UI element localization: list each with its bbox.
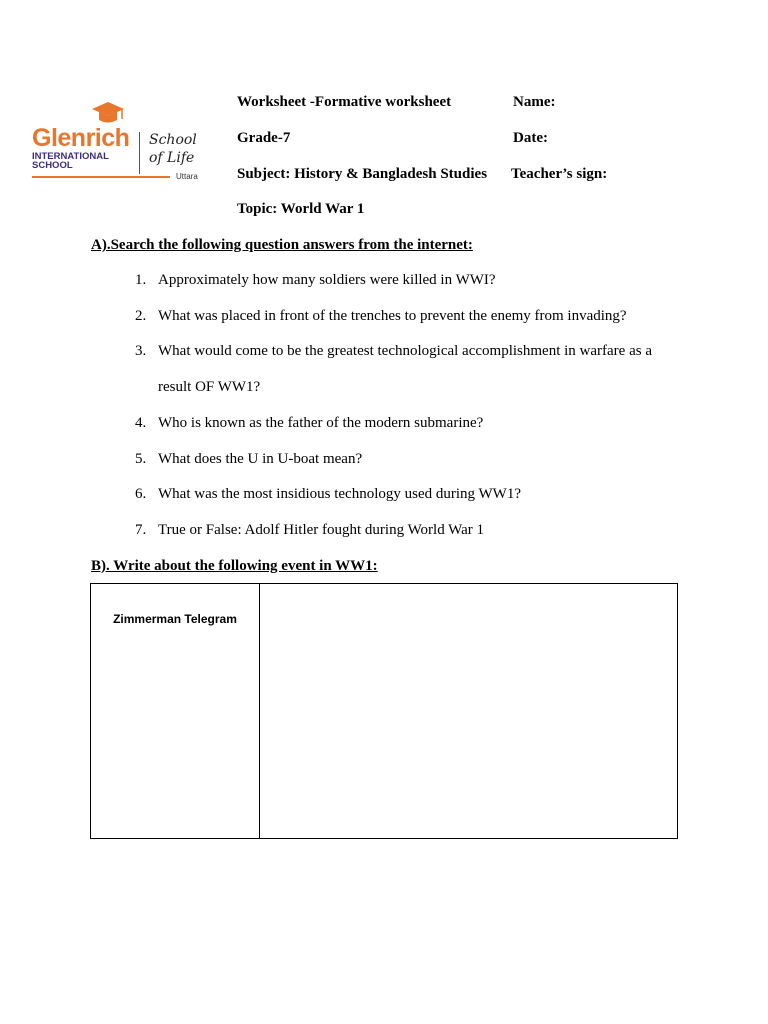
question-item (135, 343, 652, 360)
event-label-cell (91, 584, 260, 839)
question-number: 4. (135, 415, 147, 431)
logo-tagline-line2: of Life (149, 150, 195, 166)
question-number: 1. (135, 272, 147, 288)
question-item (135, 415, 483, 432)
teacher-sign-label: Teacher’s sign: (511, 166, 608, 182)
section-a-title: A).Search the following question answers from the internet: (91, 237, 473, 253)
question-text: What was placed in front of the trenches to prevent the enemy from invading? (158, 308, 627, 324)
question-item (135, 308, 627, 325)
question-text: Approximately how many soldiers were killed in WWI? (158, 272, 496, 288)
topic-label: Topic: World War 1 (237, 201, 365, 217)
section-b-title: B). Write about the following event in WW1: (91, 558, 378, 574)
question-number: 5. (135, 451, 147, 467)
question-text: Who is known as the father of the modern submarine? (158, 415, 484, 431)
question-number: 7. (135, 522, 147, 538)
question-number: 6. (135, 486, 147, 502)
subject-label: Subject: History & Bangladesh Studies (237, 166, 488, 182)
question-text: What does the U in U-boat mean? (158, 451, 363, 467)
question-number: 2. (135, 308, 147, 324)
date-field-label: Date: (513, 130, 548, 146)
logo-subtitle-line2: SCHOOL (32, 160, 73, 171)
question-item (135, 522, 484, 539)
question-item (135, 486, 521, 503)
question-text: True or False: Adolf Hitler fought during World War 1 (158, 522, 485, 538)
question-text: result OF WW1? (158, 379, 261, 395)
worksheet-title: Worksheet -Formative worksheet (237, 94, 452, 110)
logo-underline (32, 176, 170, 178)
event-table (90, 583, 678, 839)
logo-brand-name: Glenrich (32, 124, 130, 152)
question-number: 3. (135, 343, 147, 359)
event-label: Zimmerman Telegram (113, 612, 237, 626)
logo-subtitle-line1: INTERNATIONAL (32, 151, 109, 162)
graduation-cap-icon (88, 100, 128, 126)
event-answer-area[interactable] (260, 584, 678, 839)
logo-location: Uttara (176, 172, 198, 181)
logo-tagline-line1: School (149, 132, 197, 148)
question-item-continuation (135, 379, 260, 396)
question-text: What was the most insidious technology used during WW1? (158, 486, 521, 502)
grade-label: Grade-7 (237, 130, 291, 146)
school-logo (30, 100, 210, 184)
question-item (135, 272, 496, 289)
logo-divider (139, 132, 140, 174)
question-text: What would come to be the greatest technological accomplishment in warfare as a (158, 343, 652, 359)
name-field-label: Name: (513, 94, 556, 110)
question-item (135, 451, 362, 468)
